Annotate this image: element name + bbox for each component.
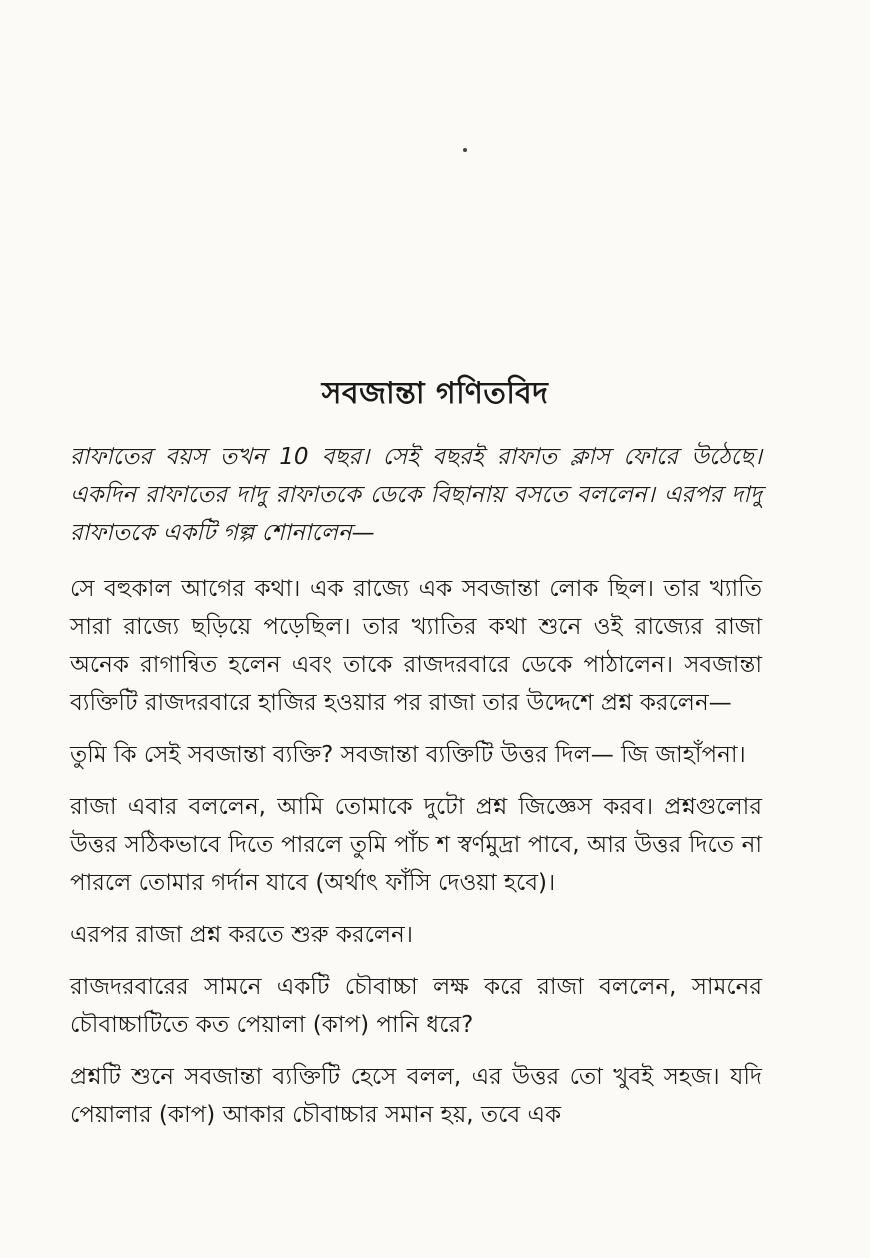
story-paragraph: প্রশ্নটি শুনে সবজান্তা ব্যক্তিটি হেসে বলল, এর উত্তর তো খুবই সহজ। যদি পেয়ালার (কাপ) আকার চৌবাচ্চার সমান হয়, তবে এক: [70, 1064, 762, 1128]
chapter-body: [70, 438, 762, 1148]
ink-speck: [463, 148, 467, 152]
story-paragraph: সে বহুকাল আগের কথা। এক রাজ্যে এক সবজান্তা লোক ছিল। তার খ্যাতি সারা রাজ্যে ছড়িয়ে পড়েছিল। তার খ্যাতির কথা শুনে ওই রাজ্যের রাজা অনেক রাগান্বিত হলেন এবং তাকে রাজদরবারে ডেকে পাঠালেন। সবজান্তা ব্যক্তিটি রাজদরবারে হাজির হওয়ার পর রাজা তার উদ্দেশে প্রশ্ন করলেন—: [70, 576, 762, 716]
story-paragraph: রাজা এবার বললেন, আমি তোমাকে দুটো প্রশ্ন জিজ্ঞেস করব। প্রশ্নগুলোর উত্তর সঠিকভাবে দিতে পারলে তুমি পাঁচ শ স্বর্ণমুদ্রা পাবে, আর উত্তর দিতে না পারলে তোমার গর্দান যাবে (অর্থাৎ ফাঁসি দেওয়া হবে)।: [70, 794, 762, 896]
intro-paragraph: রাফাতের বয়স তখন 10 বছর। সেই বছরই রাফাত ক্লাস ফোরে উঠেছে। একদিন রাফাতের দাদু রাফাতকে ডেকে বিছানায় বসতে বললেন। এরপর দাদু রাফাতকে একটি গল্প শোনালেন—: [70, 444, 762, 546]
story-paragraph: এরপর রাজা প্রশ্ন করতে শুরু করলেন।: [70, 922, 413, 948]
story-paragraph: রাজদরবারের সামনে একটি চৌবাচ্চা লক্ষ করে রাজা বললেন, সামনের চৌবাচ্চাটিতে কত পেয়ালা (কাপ) পানি ধরে?: [70, 974, 762, 1038]
story-paragraph: তুমি কি সেই সবজান্তা ব্যক্তি? সবজান্তা ব্যক্তিটি উত্তর দিল— জি জাহাঁপনা।: [70, 742, 746, 768]
chapter-title: সবজান্তা গণিতবিদ: [321, 376, 549, 412]
